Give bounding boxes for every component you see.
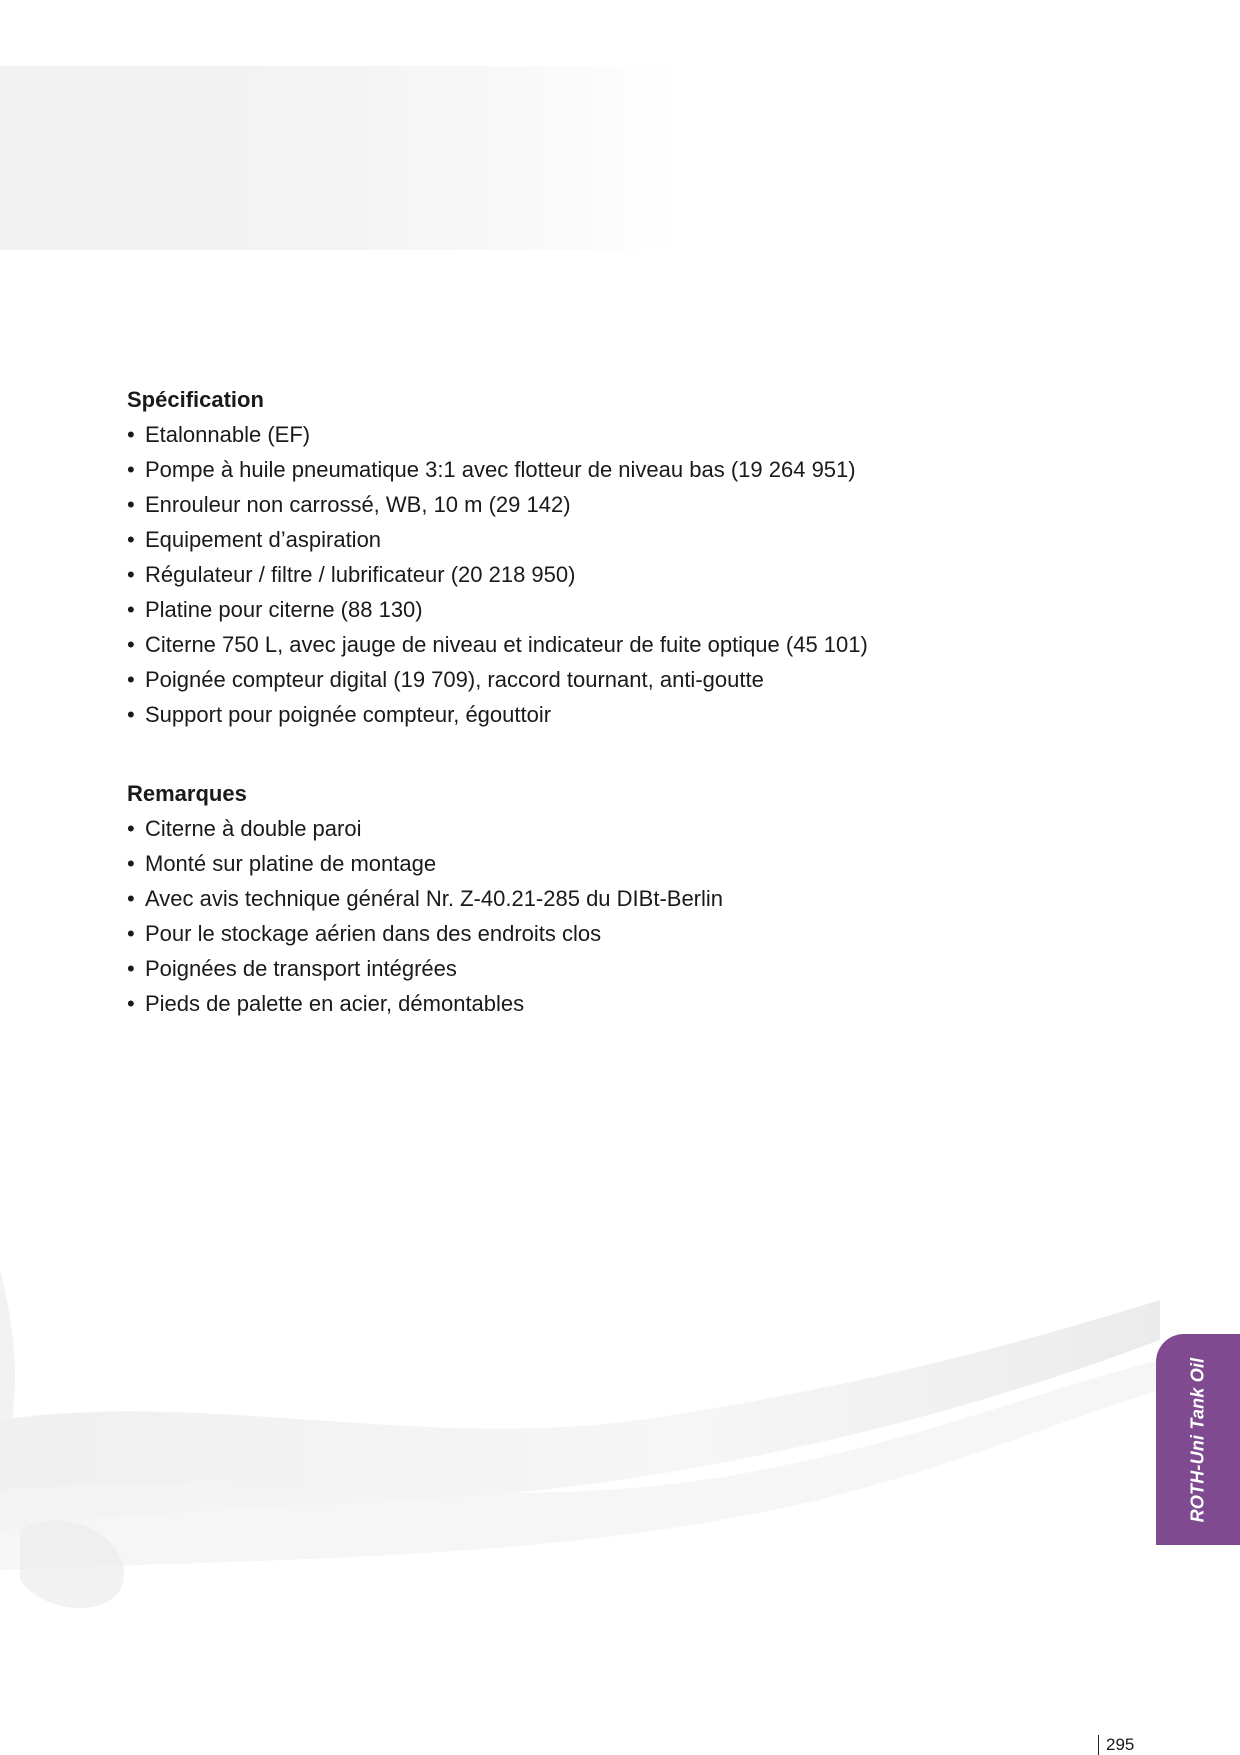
list-item: • Avec avis technique général Nr. Z-40.21-285 du DIBt-Berlin (127, 881, 1107, 916)
list-item: • Etalonnable (EF) (127, 417, 1107, 452)
list-item: • Enrouleur non carrossé, WB, 10 m (29 142) (127, 487, 1107, 522)
list-item: • Monté sur platine de montage (127, 846, 1107, 881)
list-item: • Citerne à double paroi (127, 811, 1107, 846)
list-item: • Pour le stockage aérien dans des endroits clos (127, 916, 1107, 951)
list-item: • Pompe à huile pneumatique 3:1 avec flotteur de niveau bas (19 264 951) (127, 452, 1107, 487)
list-item: • Platine pour citerne (88 130) (127, 592, 1107, 627)
list-item: • Citerne 750 L, avec jauge de niveau et indicateur de fuite optique (45 101) (127, 627, 1107, 662)
content-area (127, 382, 1107, 1065)
list-item: • Poignée compteur digital (19 709), raccord tournant, anti-goutte (127, 662, 1107, 697)
list-item: • Poignées de transport intégrées (127, 951, 1107, 986)
page-number: 295 (1098, 1735, 1134, 1755)
list-item: • Régulateur / filtre / lubrificateur (20 218 950) (127, 557, 1107, 592)
specification-list (127, 417, 1107, 732)
section-remarques (127, 776, 1107, 1021)
section-specification (127, 382, 1107, 732)
decorative-splash-background (0, 1270, 1240, 1630)
remarques-list (127, 811, 1107, 1021)
chapter-side-tab (1156, 1334, 1240, 1545)
list-item: • Pieds de palette en acier, démontables (127, 986, 1107, 1021)
section-title: Remarques (127, 781, 247, 806)
section-title: Spécification (127, 387, 264, 412)
list-item: • Support pour poignée compteur, égouttoir (127, 697, 1107, 732)
header-background-band (0, 66, 680, 250)
list-item: • Equipement d’aspiration (127, 522, 1107, 557)
chapter-side-tab-label: ROTH-Uni Tank Oil (1187, 1357, 1208, 1522)
